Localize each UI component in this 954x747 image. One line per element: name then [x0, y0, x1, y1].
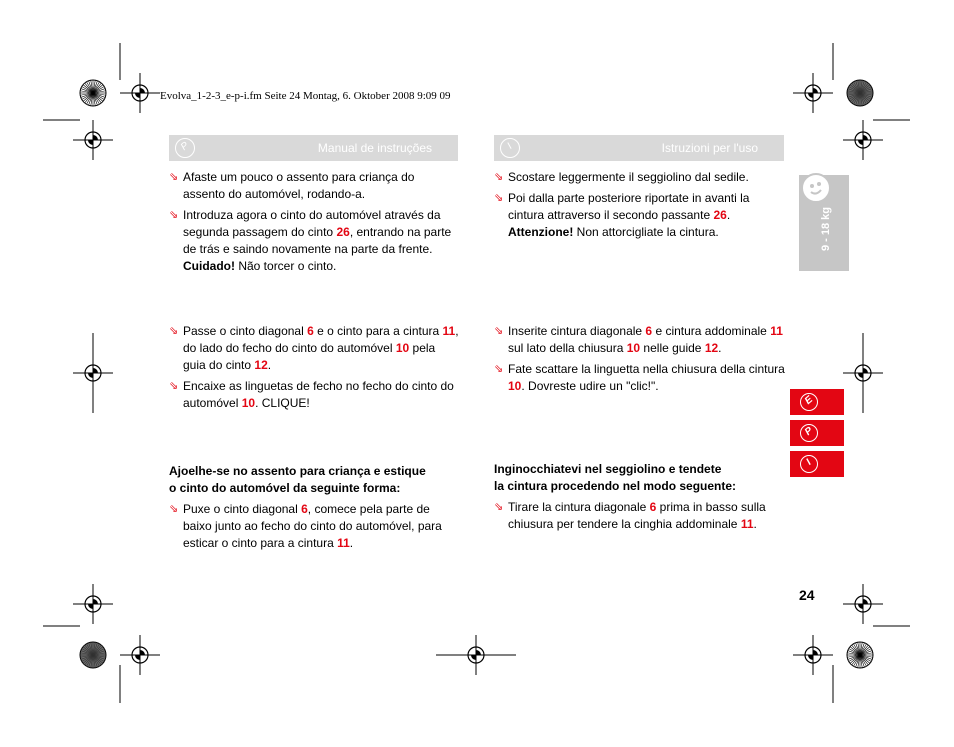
- arrow-icon: ⇘: [169, 325, 179, 337]
- section-heading: la cintura procedendo nel modo seguente:: [494, 479, 737, 493]
- arrow-icon: ⇘: [494, 171, 504, 183]
- arrow-icon: ⇘: [169, 171, 179, 183]
- list-item: ⇘ Passe o cinto diagonal 6 e o cinto para a cintura 11, do lado do fecho do cinto do automóvel 10 pela guia do cinto 12.: [169, 324, 459, 372]
- star-target-mark: [80, 80, 106, 106]
- weight-range-label: 9 - 18 kg: [820, 206, 832, 252]
- header-title: Istruzioni per l'uso: [661, 141, 758, 155]
- color-density-mark: [80, 642, 106, 668]
- list-item: ⇘ Tirare la cintura diagonale 6 prima in basso sulla chiusura per tendere la cinghia addominale 11.: [494, 500, 766, 531]
- pt-section-2: [169, 323, 459, 416]
- list-item: ⇘ Introduza agora o cinto do automóvel através da segunda passagem do cinto 26, entrando na parte de trás e saindo novamente na parte da frente. Cuidado! Não torcer o cinto.: [169, 208, 452, 273]
- star-target-mark: [847, 642, 873, 668]
- pt-section-3: [169, 463, 459, 556]
- arrow-icon: ⇘: [494, 501, 504, 513]
- language-tab-p: P: [790, 420, 844, 446]
- arrow-icon: ⇘: [494, 363, 504, 375]
- arrow-icon: ⇘: [169, 209, 179, 221]
- header-title: Manual de instruções: [317, 141, 432, 155]
- arrow-icon: ⇘: [169, 380, 179, 392]
- list-item: ⇘ Encaixe as linguetas de fecho no fecho do cinto do automóvel 10. CLIQUE!: [169, 379, 454, 410]
- header-bar-portuguese: [169, 135, 458, 161]
- list-item: ⇘ Scostare leggermente il seggiolino dal sedile.: [494, 170, 749, 184]
- list-item: ⇘ Poi dalla parte posteriore riportate in avanti la cintura attraverso il secondo passante 26. Attenzione! Non attorcigliate la cintura.: [494, 191, 750, 239]
- list-item: ⇘ Inserite cintura diagonale 6 e cintura addominale 11 sul lato della chiusura 10 nelle guide 12.: [494, 324, 783, 355]
- language-tab-e: E: [790, 389, 844, 415]
- section-heading: o cinto do automóvel da seguinte forma:: [169, 481, 401, 495]
- language-icon-p: P: [175, 138, 195, 158]
- print-header-line: Evolva_1-2-3_e-p-i.fm Seite 24 Montag, 6. Oktober 2008 9:09 09: [160, 90, 451, 102]
- section-heading: Inginocchiatevi nel seggiolino e tendete: [494, 462, 722, 476]
- arrow-icon: ⇘: [494, 192, 504, 204]
- header-bar-italian: [494, 135, 784, 161]
- it-section-1: [494, 169, 784, 245]
- it-section-3: [494, 461, 789, 537]
- language-tab-i: I: [790, 451, 844, 477]
- it-section-2: [494, 323, 789, 399]
- arrow-icon: ⇘: [494, 325, 504, 337]
- weight-range-tab: [799, 175, 849, 271]
- page-number: 24: [799, 587, 815, 603]
- section-heading: Ajoelhe-se no assento para criança e estique: [169, 464, 426, 478]
- language-icon-i: I: [500, 138, 520, 158]
- color-density-mark: [847, 80, 873, 106]
- arrow-icon: ⇘: [169, 503, 179, 515]
- list-item: ⇘ Afaste um pouco o assento para criança do assento do automóvel, rodando-a.: [169, 170, 415, 201]
- list-item: ⇘ Fate scattare la linguetta nella chiusura della cintura 10. Dovreste udire un "clic!".: [494, 362, 785, 393]
- pt-section-1: [169, 169, 459, 279]
- list-item: ⇘ Puxe o cinto diagonal 6, comece pela parte de baixo junto ao fecho do cinto do automóvel, para esticar o cinto para a cintura 11.: [169, 502, 442, 550]
